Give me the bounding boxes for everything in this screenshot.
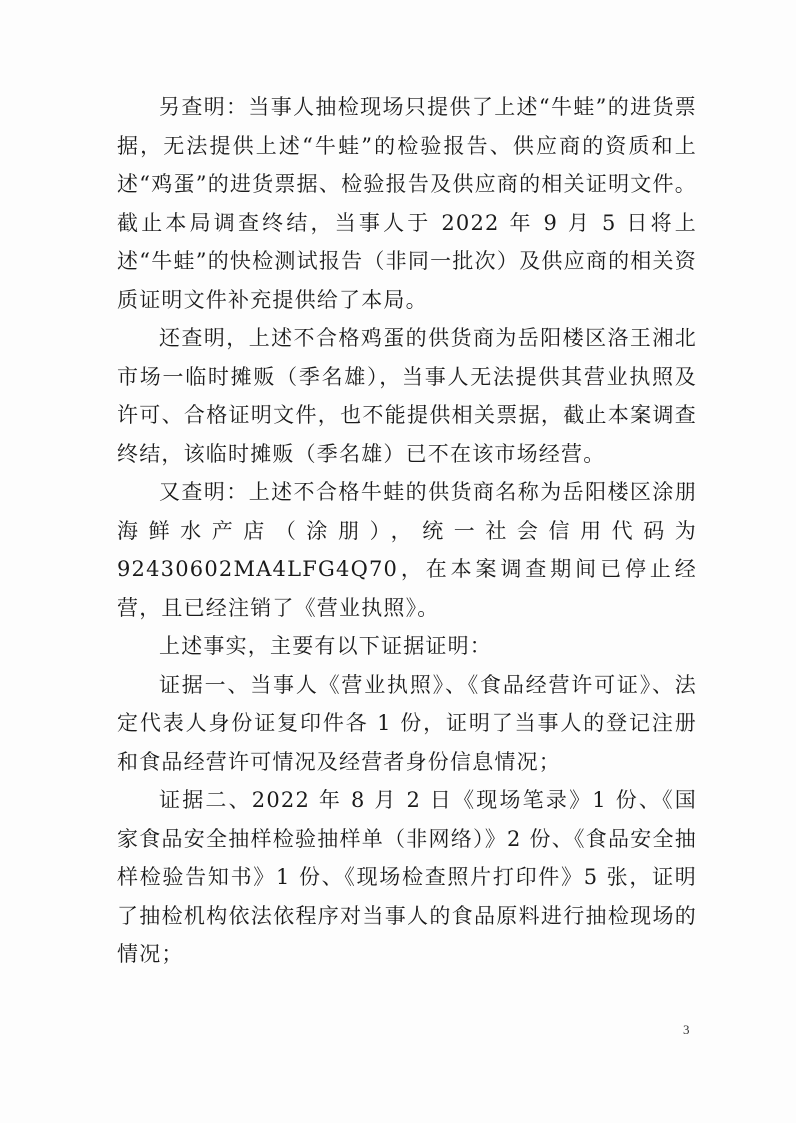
- paragraph-evidence-intro: 上述事实，主要有以下证据证明：: [159, 634, 492, 658]
- paragraph-evidence-two: 证据二、2022 年 8 月 2 日《现场笔录》1 份、《国家食品安全抽样检验抽样单（非网络）》2 份、《食品安全抽样检验告知书》1 份、《现场检查照片打印件》5 张，证明了抽检机构依法依程序对当事人的食品原料进行抽检现场的情况；: [117, 788, 697, 966]
- page-number: 3: [683, 1022, 690, 1037]
- paragraph-egg-supplier: 还查明，上述不合格鸡蛋的供货商为岳阳楼区洛王湘北市场一临时摊贩（季名雄），当事人无法提供其营业执照及许可、合格证明文件，也不能提供相关票据，截止本案调查终结，该临时摊贩（季名雄）已不在该市场经营。: [117, 326, 697, 466]
- paragraph-additional-finding: 另查明：当事人抽检现场只提供了上述“牛蛙”的进货票据，无法提供上述“牛蛙”的检验报告、供应商的资质和上述“鸡蛋”的进货票据、检验报告及供应商的相关证明文件。截止本局调查终结，当事人于 2022 年 9 月 5 日将上述“牛蛙”的快检测试报告（非同一批次）及供应商的相关资质证明文件补充提供给了本局。: [117, 95, 697, 312]
- paragraph-evidence-one: 证据一、当事人《营业执照》、《食品经营许可证》、法定代表人身份证复印件各 1 份，证明了当事人的登记注册和食品经营许可情况及经营者身份信息情况；: [117, 672, 697, 774]
- paragraph-bullfrog-supplier: 又查明：上述不合格牛蛙的供货商名称为岳阳楼区涂朋海鲜水产店（涂朋），统一社会信用代码为92430602MA4LFG4Q70，在本案调查期间已停止经营，且已经注销了《营业执照》。: [117, 480, 697, 620]
- document-body: [117, 88, 697, 974]
